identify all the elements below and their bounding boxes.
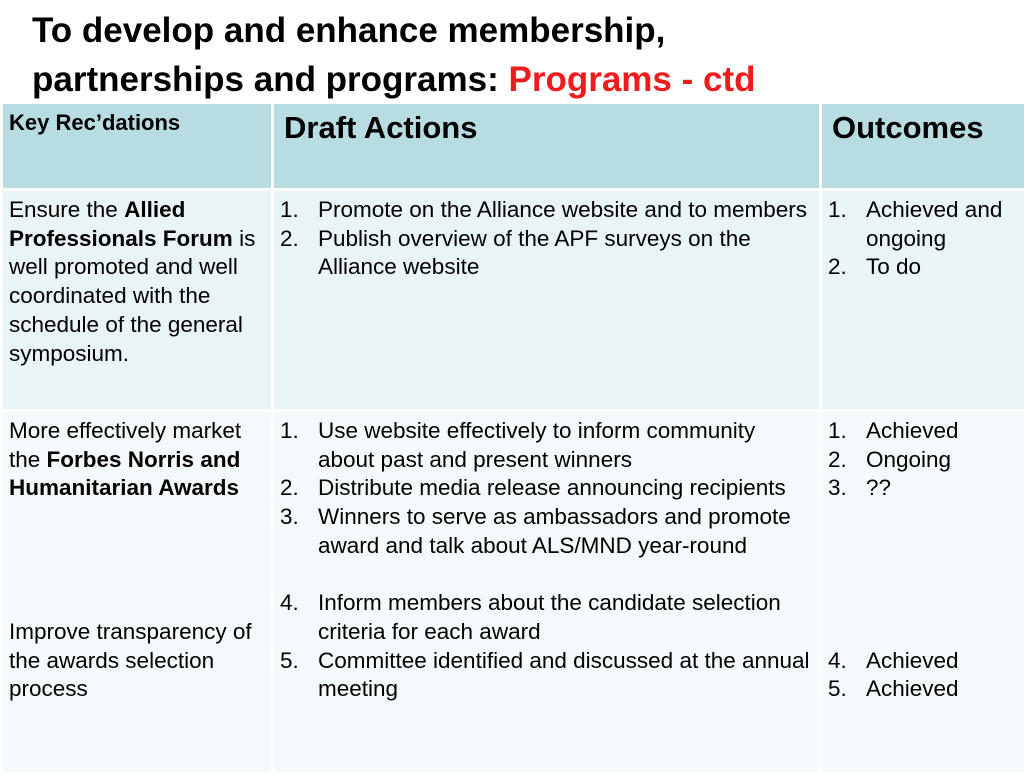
actions-list	[280, 196, 813, 282]
list-item-text: Achieved	[866, 675, 1018, 704]
list-item	[280, 196, 813, 225]
list-item	[828, 474, 1018, 503]
table-header-row	[2, 103, 1024, 190]
list-item-text: Achieved and ongoing	[866, 196, 1018, 253]
outcomes-cell	[821, 190, 1024, 411]
list-item-number: 2.	[828, 446, 866, 475]
list-item-number: 2.	[280, 474, 318, 503]
recommendation-cell	[2, 190, 273, 411]
list-item-text: Publish overview of the APF surveys on the Alliance website	[318, 225, 813, 282]
header-key-recommendations: Key Rec’dations	[2, 103, 273, 190]
rec-text-bold: Allied Professionals Forum	[9, 197, 233, 251]
list-item-number: 1.	[828, 196, 866, 253]
list-item-number: 1.	[828, 417, 866, 446]
title-accent: Programs - ctd	[508, 60, 755, 99]
list-item-text: Promote on the Alliance website and to members	[318, 196, 813, 225]
actions-cell	[273, 190, 821, 411]
outcomes-cell	[821, 411, 1024, 774]
recommendation-text-2: Improve transparency of the awards selection process	[9, 618, 265, 704]
list-item-number: 3.	[828, 474, 866, 503]
list-item-text: To do	[866, 253, 1018, 282]
list-item	[828, 675, 1018, 704]
list-item-text: Distribute media release announcing recipients	[318, 474, 813, 503]
list-item	[280, 417, 813, 474]
list-item-number: 1.	[280, 417, 318, 474]
title-line-2-prefix: partnerships and programs:	[32, 60, 508, 99]
recommendation-cell	[2, 411, 273, 774]
list-item	[828, 196, 1018, 253]
list-item-text: Use website effectively to inform community about past and present winners	[318, 417, 813, 474]
list-item-text: Committee identified and discussed at the annual meeting	[318, 647, 813, 704]
header-draft-actions: Draft Actions	[273, 103, 821, 190]
rec-text-pre: Ensure the	[9, 197, 124, 222]
list-item-text: Achieved	[866, 417, 1018, 446]
recommendation-text	[3, 191, 271, 368]
list-item-text: Winners to serve as ambassadors and promote award and talk about ALS/MND year-round	[318, 503, 813, 560]
outcomes-list	[828, 417, 1018, 503]
title-line-2	[32, 55, 1012, 104]
header-outcomes: Outcomes	[821, 103, 1024, 190]
list-item-number: 4.	[828, 647, 866, 676]
list-item-text: Achieved	[866, 647, 1018, 676]
list-item	[828, 417, 1018, 446]
actions-list	[280, 417, 813, 561]
list-item-number: 1.	[280, 196, 318, 225]
list-item	[828, 253, 1018, 282]
list-item	[280, 589, 813, 646]
list-item	[280, 503, 813, 560]
list-item-number: 3.	[280, 503, 318, 560]
list-item-number: 4.	[280, 589, 318, 646]
recommendations-table	[0, 101, 1024, 775]
list-item	[280, 647, 813, 704]
list-item	[280, 474, 813, 503]
rec-text-bold: Forbes Norris and Humanitarian Awards	[9, 447, 240, 501]
table-row	[2, 190, 1024, 411]
list-item-number: 2.	[280, 225, 318, 282]
list-item	[828, 446, 1018, 475]
list-item	[280, 225, 813, 282]
list-item-text: Ongoing	[866, 446, 1018, 475]
actions-list-2	[280, 589, 813, 704]
table-row	[2, 411, 1024, 774]
list-item-number: 2.	[828, 253, 866, 282]
actions-cell	[273, 411, 821, 774]
list-item-number: 5.	[280, 647, 318, 704]
rec-text-pre: More effectively market the	[9, 418, 241, 472]
recommendation-text	[9, 417, 265, 503]
title-line-1: To develop and enhance membership,	[32, 6, 1012, 55]
list-item-number: 5.	[828, 675, 866, 704]
list-item-text: ??	[866, 474, 1018, 503]
outcomes-list-2	[828, 647, 1018, 704]
list-item	[828, 647, 1018, 676]
list-item-text: Inform members about the candidate selection criteria for each award	[318, 589, 813, 646]
rec-text-post: is well promoted and well coordinated with the schedule of the general symposium.	[9, 226, 255, 366]
slide-title	[32, 6, 1012, 104]
outcomes-list	[828, 196, 1018, 282]
